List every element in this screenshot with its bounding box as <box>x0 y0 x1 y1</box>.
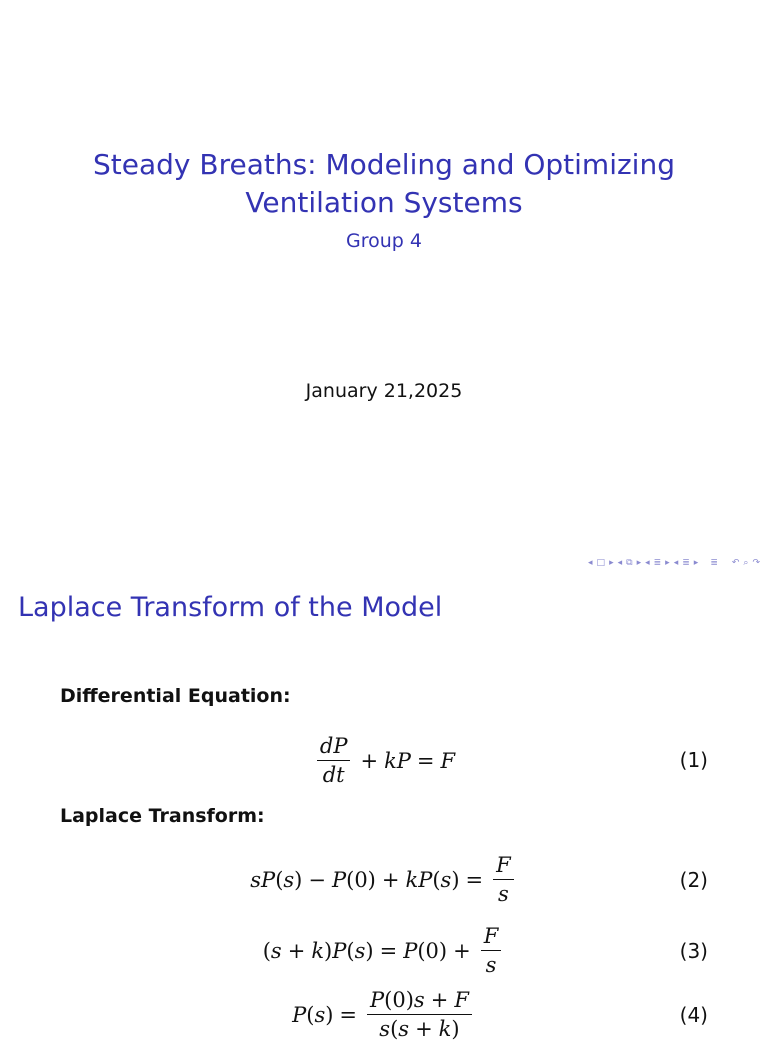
laplace-slide <box>0 576 768 1041</box>
presentation-title <box>0 146 768 222</box>
fraction-f-over-s-2: $\frac{F}{s}$ <box>481 924 502 977</box>
subsection-icon[interactable]: ⧉ <box>626 558 633 568</box>
equation-3: ( s + k ) P ( s ) = P (0) + $\frac{F}{s}$ <box>0 924 768 977</box>
fraction-dp-dt: $\frac{dP}{dt}$ <box>317 734 351 787</box>
nav-next-subsection-icon[interactable]: ▸ <box>636 558 642 568</box>
equation-2: sP ( s ) − P (0) + kP ( s ) = $\frac{F}{s}$ <box>0 853 768 906</box>
frame-title: Laplace Transform of the Model <box>18 592 443 623</box>
fraction-p-of-s: $\frac{P(0)s + F}{s(s + k)}$ <box>367 988 472 1041</box>
differential-equation-label: Differential Equation: <box>60 685 291 707</box>
equation-4: P ( s ) = $\frac{P(0)s + F}{s(s + k)}$ <box>0 988 768 1041</box>
undo-icon[interactable]: ↶ <box>731 558 740 568</box>
equation-number-2: (2) <box>679 868 708 892</box>
presentation-date: January 21,2025 <box>305 380 463 402</box>
equation-number-1: (1) <box>679 748 708 772</box>
beamer-navigation-bar[interactable] <box>588 556 760 570</box>
nav-next-section-icon[interactable]: ▸ <box>665 558 670 568</box>
nav-prev-frame-icon[interactable]: ◂ <box>588 558 593 568</box>
fraction-f-over-s: $\frac{F}{s}$ <box>493 853 514 906</box>
nav-prev-section-icon[interactable]: ◂ <box>645 558 650 568</box>
equation-number-4: (4) <box>679 1003 708 1027</box>
frame-icon[interactable]: □ <box>596 558 606 568</box>
nav-prev-part-icon[interactable]: ◂ <box>673 558 679 568</box>
presentation-subtitle: Group 4 <box>346 230 422 252</box>
part-icon[interactable]: ≣ <box>682 558 690 568</box>
redo-icon[interactable]: ↷ <box>752 558 760 568</box>
laplace-transform-label: Laplace Transform: <box>60 805 265 827</box>
title-line-2: Ventilation Systems <box>245 186 523 219</box>
title-line-1: Steady Breaths: Modeling and Optimizing <box>93 148 675 181</box>
align-icon[interactable]: ≣ <box>710 558 718 568</box>
equation-number-3: (3) <box>679 939 708 963</box>
search-icon[interactable]: ⌕ <box>743 558 749 568</box>
section-icon[interactable]: ≣ <box>653 558 662 568</box>
equation-1: $\frac{dP}{dt}$ + kP = F <box>0 734 768 787</box>
nav-next-part-icon[interactable]: ▸ <box>693 558 699 568</box>
nav-next-frame-icon[interactable]: ▸ <box>609 558 614 568</box>
nav-prev-subsection-icon[interactable]: ◂ <box>617 558 623 568</box>
